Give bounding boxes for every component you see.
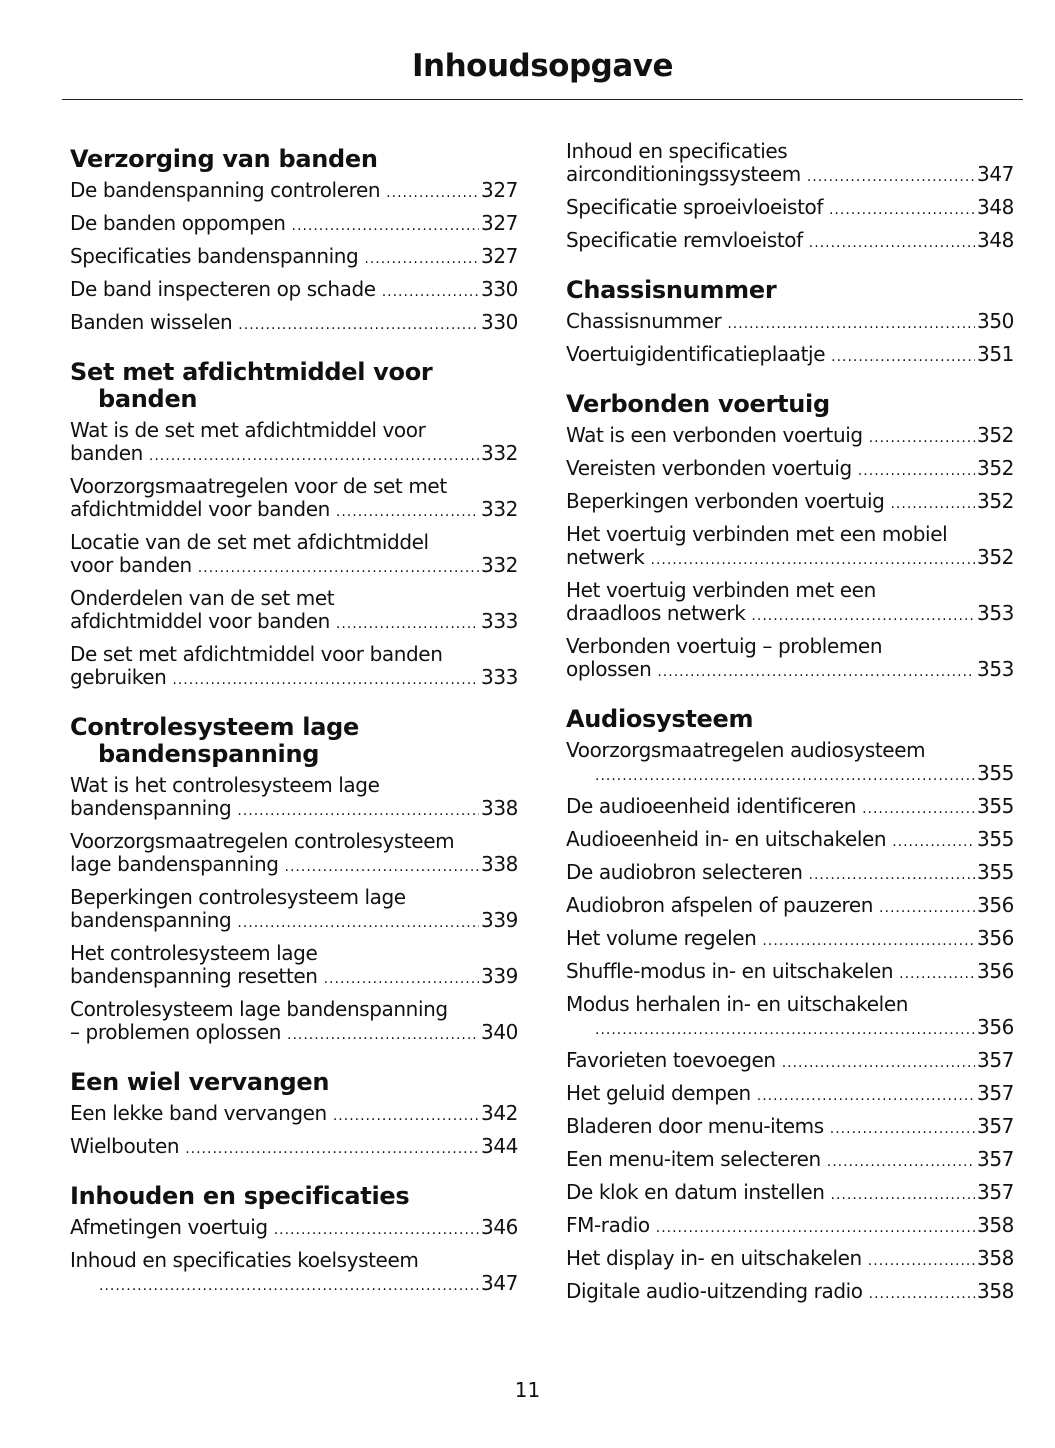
entry-page-number: 347 (481, 1271, 518, 1295)
section-heading: Set met afdichtmiddel voor banden (70, 358, 433, 413)
entry-title: Wielbouten (70, 1134, 180, 1158)
entry-title-line: Locatie van de set met afdichtmiddel (70, 530, 429, 554)
entry-row (70, 441, 518, 468)
toc-entry[interactable] (566, 894, 1014, 920)
toc-entry[interactable] (70, 311, 518, 337)
entry-title: Wat is een verbonden voertuig (566, 423, 863, 447)
entry-title: Het geluid dempen (566, 1081, 751, 1105)
entry-page-number: 344 (481, 1134, 518, 1158)
dot-leader (382, 281, 479, 304)
entry-row (70, 497, 518, 524)
toc-entry[interactable] (566, 490, 1014, 516)
toc-entry[interactable] (70, 278, 518, 304)
dot-leader (198, 557, 479, 580)
section-heading: Chassisnummer (566, 276, 777, 304)
entry-page-number: 332 (481, 497, 518, 521)
entry-row (566, 1180, 1014, 1207)
entry-page-number: 356 (977, 959, 1014, 983)
entry-row (566, 309, 1014, 336)
toc-entry[interactable] (566, 861, 1014, 887)
entry-row (566, 1147, 1014, 1174)
entry-page-number: 348 (977, 228, 1014, 252)
entry-page-number: 356 (977, 926, 1014, 950)
dot-leader (274, 1219, 479, 1242)
entry-page-number: 357 (977, 1180, 1014, 1204)
toc-entry[interactable] (70, 643, 518, 692)
dot-leader (238, 314, 479, 337)
dot-leader (809, 232, 975, 255)
entry-page-number: 352 (977, 456, 1014, 480)
entry-row (70, 796, 518, 823)
dot-leader (831, 346, 975, 369)
dot-leader (595, 1019, 975, 1042)
toc-entry[interactable] (70, 179, 518, 205)
entry-page-number: 353 (977, 601, 1014, 625)
entry-title-line: Inhoud en specificaties koelsysteem (70, 1248, 419, 1272)
dot-leader (336, 613, 479, 636)
entry-row (589, 762, 1014, 788)
entry-row (566, 545, 1014, 572)
dot-leader (287, 1024, 479, 1047)
entry-title-line: Voorzorgsmaatregelen voor de set met (70, 474, 447, 498)
entry-row (70, 1020, 518, 1047)
entry-row (566, 893, 1014, 920)
entry-row (566, 195, 1014, 222)
section-heading: Een wiel vervangen (70, 1068, 330, 1096)
toc-entry[interactable] (70, 774, 518, 823)
toc-entry[interactable] (566, 310, 1014, 336)
toc-entry[interactable] (566, 424, 1014, 450)
toc-entry[interactable] (566, 828, 1014, 854)
entry-page-number: 333 (481, 665, 518, 689)
entry-title-line: Verbonden voertuig – problemen (566, 634, 883, 658)
toc-entry[interactable] (70, 419, 518, 468)
entry-title: De band inspecteren op schade (70, 277, 376, 301)
entry-row (566, 794, 1014, 821)
entry-title: Het display in- en uitschakelen (566, 1246, 862, 1270)
entry-page-number: 342 (481, 1101, 518, 1125)
entry-title: Een menu-item selecteren (566, 1147, 821, 1171)
title-divider (62, 99, 1023, 100)
entry-row (70, 964, 518, 991)
entry-title: FM-radio (566, 1213, 650, 1237)
toc-entry[interactable] (70, 587, 518, 636)
entry-row (70, 852, 518, 879)
section-heading: Verzorging van banden (70, 145, 378, 173)
toc-entry[interactable] (70, 212, 518, 238)
entry-page-number: 340 (481, 1020, 518, 1044)
toc-entry[interactable] (566, 1148, 1014, 1174)
entry-page-number: 358 (977, 1279, 1014, 1303)
toc-entry[interactable] (566, 1115, 1014, 1141)
entry-page-number: 357 (977, 1147, 1014, 1171)
dot-leader (651, 549, 976, 572)
entry-row (566, 959, 1014, 986)
entry-title: De banden oppompen (70, 211, 286, 235)
toc-section (70, 146, 518, 337)
toc-entry[interactable] (70, 531, 518, 580)
entry-title-line: Het voertuig verbinden met een (566, 578, 876, 602)
toc-entry[interactable] (70, 942, 518, 991)
dot-leader (827, 1151, 975, 1174)
entry-title-line: Het controlesysteem lage (70, 941, 318, 965)
toc-section (566, 391, 1014, 684)
entry-row (589, 1016, 1014, 1042)
toc-entry[interactable] (566, 927, 1014, 953)
dot-leader (364, 248, 479, 271)
dot-leader (899, 963, 975, 986)
entry-title: Beperkingen verbonden voertuig (566, 489, 885, 513)
page-number: 11 (514, 1378, 541, 1402)
toc-entry[interactable] (70, 998, 518, 1047)
entry-title: Bladeren door menu-items (566, 1114, 824, 1138)
dot-leader (757, 1085, 975, 1108)
entry-row (70, 908, 518, 935)
dot-leader (333, 1105, 479, 1128)
entry-row (70, 1101, 518, 1128)
entry-page-number: 330 (481, 277, 518, 301)
section-heading: Controlesysteem lage bandenspanning (70, 713, 359, 768)
entry-title-line: Inhoud en specificaties (566, 139, 788, 163)
dot-leader (862, 798, 975, 821)
entry-page-number: 357 (977, 1081, 1014, 1105)
toc-section (70, 714, 518, 1047)
toc-entry[interactable] (566, 196, 1014, 222)
entry-title: draadloos netwerk (566, 601, 746, 625)
toc-entry[interactable] (566, 1247, 1014, 1273)
toc-entry[interactable] (566, 1049, 1014, 1075)
dot-leader (285, 856, 479, 879)
entry-page-number: 338 (481, 852, 518, 876)
entry-title-line: Beperkingen controlesysteem lage (70, 885, 406, 909)
entry-row (70, 553, 518, 580)
entry-row (566, 456, 1014, 483)
dot-leader (172, 669, 479, 692)
entry-page-number: 346 (481, 1215, 518, 1239)
entry-title: afdichtmiddel voor banden (70, 609, 330, 633)
entry-page-number: 352 (977, 489, 1014, 513)
entry-row (70, 277, 518, 304)
toc-entry[interactable] (566, 1214, 1014, 1240)
entry-page-number: 332 (481, 553, 518, 577)
entry-title: voor banden (70, 553, 192, 577)
dot-leader (656, 1217, 975, 1240)
entry-page-number: 327 (481, 178, 518, 202)
entry-title: oplossen (566, 657, 652, 681)
entry-title: netwerk (566, 545, 645, 569)
toc-entry[interactable] (566, 457, 1014, 483)
dot-leader (879, 897, 975, 920)
entry-row (566, 1081, 1014, 1108)
dot-leader (762, 930, 975, 953)
toc-section (70, 359, 518, 692)
entry-title: De audioeenheid identificeren (566, 794, 857, 818)
entry-page-number: 327 (481, 211, 518, 235)
entry-title-line: Voorzorgsmaatregelen controlesysteem (70, 829, 455, 853)
entry-title-line: Wat is de set met afdichtmiddel voor (70, 418, 426, 442)
entry-row (566, 1213, 1014, 1240)
dot-leader (869, 1283, 975, 1306)
entry-page-number: 353 (977, 657, 1014, 681)
dot-leader (782, 1052, 975, 1075)
entry-title: Digitale audio-uitzending radio (566, 1279, 863, 1303)
toc-left-column (70, 140, 518, 1320)
dot-leader (657, 661, 975, 684)
toc-entry[interactable] (566, 1181, 1014, 1207)
entry-row (566, 489, 1014, 516)
dot-leader (831, 1184, 975, 1207)
toc-right-column (566, 140, 1014, 1328)
toc-entry[interactable] (566, 635, 1014, 684)
entry-page-number: 333 (481, 609, 518, 633)
entry-title: De audiobron selecteren (566, 860, 803, 884)
dot-leader (237, 800, 479, 823)
entry-title: Specificatie sproeivloeistof (566, 195, 823, 219)
toc-entry[interactable] (70, 1249, 518, 1298)
entry-title-line: De set met afdichtmiddel voor banden (70, 642, 443, 666)
entry-row (566, 1279, 1014, 1306)
toc-entry[interactable] (70, 475, 518, 524)
entry-page-number: 332 (481, 441, 518, 465)
dot-leader (595, 765, 975, 788)
toc-entry[interactable] (566, 1082, 1014, 1108)
entry-row (70, 310, 518, 337)
entry-page-number: 357 (977, 1114, 1014, 1138)
dot-leader (99, 1275, 479, 1298)
entry-title: gebruiken (70, 665, 167, 689)
entry-row (566, 162, 1014, 189)
entry-page-number: 355 (977, 761, 1014, 785)
toc-entry[interactable] (566, 229, 1014, 255)
entry-title: – problemen oplossen (70, 1020, 281, 1044)
entry-row (70, 244, 518, 271)
entry-title: Favorieten toevoegen (566, 1048, 776, 1072)
entry-page-number: 330 (481, 310, 518, 334)
entry-row (566, 228, 1014, 255)
dot-leader (890, 493, 975, 516)
entry-page-number: 357 (977, 1048, 1014, 1072)
section-heading: Audiosysteem (566, 705, 754, 733)
entry-title: Banden wisselen (70, 310, 233, 334)
dot-leader (809, 864, 975, 887)
dot-leader (149, 445, 479, 468)
section-heading: Inhouden en specificaties (70, 1182, 410, 1210)
entry-page-number: 352 (977, 423, 1014, 447)
toc-entry[interactable] (70, 1135, 518, 1161)
toc-entry[interactable] (70, 830, 518, 879)
entry-title: airconditioningssysteem (566, 162, 801, 186)
entry-page-number: 350 (977, 309, 1014, 333)
entry-title: lage bandenspanning (70, 852, 279, 876)
dot-leader (292, 215, 479, 238)
entry-row (566, 342, 1014, 369)
entry-title: banden (70, 441, 143, 465)
entry-title-line: Controlesysteem lage bandenspanning (70, 997, 448, 1021)
entry-title: Een lekke band vervangen (70, 1101, 327, 1125)
toc-section (566, 277, 1014, 369)
entry-page-number: 358 (977, 1213, 1014, 1237)
entry-title: Audioeenheid in- en uitschakelen (566, 827, 887, 851)
dot-leader (807, 166, 975, 189)
entry-row (566, 657, 1014, 684)
entry-title-line: Modus herhalen in- en uitschakelen (566, 992, 908, 1016)
entry-page-number: 338 (481, 796, 518, 820)
dot-leader (386, 182, 479, 205)
toc-entry[interactable] (566, 343, 1014, 369)
toc-section (566, 140, 1014, 255)
entry-row (70, 1215, 518, 1242)
toc-section (70, 1183, 518, 1298)
entry-page-number: 348 (977, 195, 1014, 219)
entry-page-number: 339 (481, 964, 518, 988)
entry-row (70, 609, 518, 636)
entry-page-number: 347 (977, 162, 1014, 186)
dot-leader (858, 460, 975, 483)
entry-row (70, 665, 518, 692)
entry-row (566, 1048, 1014, 1075)
entry-page-number: 327 (481, 244, 518, 268)
toc-entry[interactable] (70, 245, 518, 271)
entry-page-number: 355 (977, 827, 1014, 851)
entry-page-number: 351 (977, 342, 1014, 366)
entry-row (566, 423, 1014, 450)
entry-page-number: 358 (977, 1246, 1014, 1270)
toc-section (70, 1069, 518, 1161)
entry-title: Shuffle-modus in- en uitschakelen (566, 959, 894, 983)
entry-page-number: 356 (977, 1015, 1014, 1039)
section-heading: Verbonden voertuig (566, 390, 830, 418)
toc-entry[interactable] (566, 1280, 1014, 1306)
dot-leader (830, 1118, 975, 1141)
entry-row (566, 860, 1014, 887)
entry-row (566, 926, 1014, 953)
entry-row (566, 1114, 1014, 1141)
dot-leader (727, 313, 975, 336)
toc-entry[interactable] (566, 960, 1014, 986)
entry-title: Afmetingen voertuig (70, 1215, 268, 1239)
entry-title-line: Het voertuig verbinden met een mobiel (566, 522, 948, 546)
dot-leader (829, 199, 975, 222)
entry-page-number: 352 (977, 545, 1014, 569)
page-title: Inhoudsopgave (411, 48, 673, 84)
entry-row (566, 827, 1014, 854)
entry-title: De klok en datum instellen (566, 1180, 825, 1204)
entry-title: afdichtmiddel voor banden (70, 497, 330, 521)
entry-row (566, 601, 1014, 628)
entry-row (70, 1134, 518, 1161)
dot-leader (869, 427, 975, 450)
toc-entry[interactable] (566, 795, 1014, 821)
entry-title-line: Onderdelen van de set met (70, 586, 335, 610)
entry-page-number: 339 (481, 908, 518, 932)
dot-leader (751, 605, 975, 628)
entry-title: Het volume regelen (566, 926, 757, 950)
toc-entry[interactable] (566, 579, 1014, 628)
entry-title: Audiobron afspelen of pauzeren (566, 893, 874, 917)
dot-leader (185, 1138, 479, 1161)
toc-entry[interactable] (566, 993, 1014, 1042)
dot-leader (336, 501, 479, 524)
toc-entry[interactable] (566, 523, 1014, 572)
entry-title-line: Voorzorgsmaatregelen audiosysteem (566, 738, 926, 762)
entry-page-number: 356 (977, 893, 1014, 917)
toc-entry[interactable] (70, 1102, 518, 1128)
dot-leader (892, 831, 975, 854)
toc-section (566, 706, 1014, 1306)
toc-entry[interactable] (70, 886, 518, 935)
entry-title: De bandenspanning controleren (70, 178, 381, 202)
entry-title: Chassisnummer (566, 309, 722, 333)
toc-entry[interactable] (566, 739, 1014, 788)
entry-title: bandenspanning (70, 796, 232, 820)
dot-leader (237, 912, 479, 935)
entry-title: Specificaties bandenspanning (70, 244, 359, 268)
entry-title: Specificatie remvloeistof (566, 228, 803, 252)
entry-page-number: 355 (977, 794, 1014, 818)
entry-title: bandenspanning (70, 908, 232, 932)
entry-row (70, 211, 518, 238)
toc-entry[interactable] (70, 1216, 518, 1242)
dot-leader (324, 968, 479, 991)
entry-page-number: 355 (977, 860, 1014, 884)
entry-title-line: Wat is het controlesysteem lage (70, 773, 380, 797)
entry-title: Vereisten verbonden voertuig (566, 456, 852, 480)
dot-leader (868, 1250, 975, 1273)
toc-entry[interactable] (566, 140, 1014, 189)
entry-title: Voertuigidentificatieplaatje (566, 342, 826, 366)
entry-title: bandenspanning resetten (70, 964, 318, 988)
entry-row (70, 178, 518, 205)
entry-row (566, 1246, 1014, 1273)
entry-row (93, 1272, 518, 1298)
